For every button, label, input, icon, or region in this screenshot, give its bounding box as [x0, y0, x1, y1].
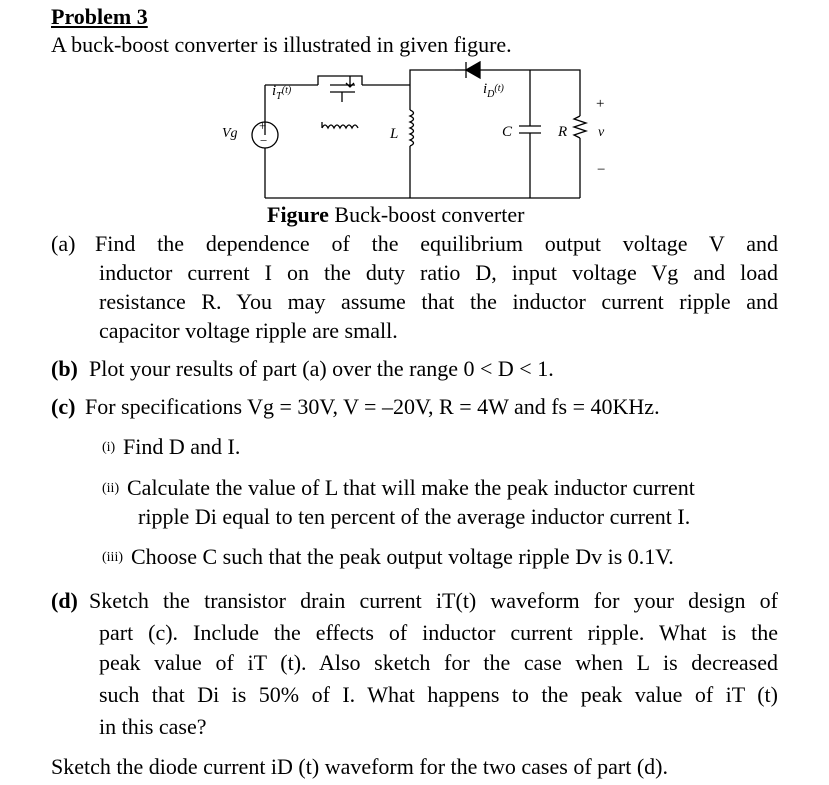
capacitor-label: C	[502, 124, 513, 140]
id-label: $i_D^{(t)}$	[483, 81, 504, 100]
figure-caption: Figure Buck-boost converter	[267, 202, 525, 227]
part-c-ii-number: (ii)	[102, 481, 120, 496]
part-b-text: Plot your results of part (a) over the range 0 < D < 1.	[89, 356, 554, 381]
vg-plus-label: +	[259, 118, 267, 133]
part-b-label: (b)	[51, 356, 78, 381]
part-d-line5: in this case?	[99, 714, 207, 739]
part-a-line4: capacitor voltage ripple are small.	[99, 318, 398, 343]
part-a-label: (a)	[51, 231, 76, 256]
part-c-label: (c)	[51, 394, 76, 419]
part-c-ii-line1: Calculate the value of L that will make the peak inductor current	[127, 475, 695, 500]
resistor-label: R	[558, 124, 568, 140]
output-v-label: v	[598, 125, 605, 140]
it-label: $i_T^{(t)}$	[272, 83, 292, 102]
part-c-i-number: (i)	[102, 440, 116, 455]
part-c-ii-line2: ripple Di equal to ten percent of the average inductor current I.	[138, 504, 691, 529]
transistor-switch	[318, 76, 410, 102]
capacitor	[519, 70, 541, 198]
inductor-label: L	[390, 126, 399, 142]
vg-minus-label: −	[260, 133, 268, 148]
inductor	[410, 85, 414, 198]
final-question: Sketch the diode current iD (t) waveform for the two cases of part (d).	[51, 754, 668, 779]
problem-intro: A buck-boost converter is illustrated in given figure.	[51, 32, 512, 57]
part-d-line4: such that Di is 50% of I. What happens to the peak value of iT (t)	[99, 682, 778, 707]
part-c-text: For specifications Vg = 30V, V = –20V, R = 4W and fs = 40KHz.	[85, 394, 660, 419]
output-plus-label: +	[596, 96, 605, 112]
part-d-line2: part (c). Include the effects of inductor current ripple. What is the	[99, 620, 778, 645]
part-a-line3: resistance R. You may assume that the inductor current ripple and	[99, 289, 778, 314]
buck-boost-circuit-diagram	[215, 58, 615, 203]
wire-top-right	[530, 70, 580, 90]
output-minus-label: −	[597, 162, 606, 178]
gate-drive-squiggle	[322, 125, 358, 128]
part-d-line3: peak value of iT (t). Also sketch for the case when L is decreased	[99, 650, 778, 675]
resistor	[574, 90, 586, 198]
part-c-i-text: Find D and I.	[123, 434, 241, 459]
part-a-line1: Find the dependence of the equilibrium output voltage V and	[95, 231, 778, 256]
part-d-line1: Sketch the transistor drain current iT(t) waveform for your design of	[89, 588, 778, 613]
vg-label: Vg	[222, 126, 238, 141]
part-d-label: (d)	[51, 588, 78, 613]
part-c-iii-number: (iii)	[102, 550, 123, 565]
part-c-iii-text: Choose C such that the peak output voltage ripple Dv is 0.1V.	[131, 544, 674, 569]
part-a-line2: inductor current I on the duty ratio D, input voltage Vg and load	[99, 260, 778, 285]
problem-title: Problem 3	[51, 4, 148, 29]
wire-top-middle	[410, 70, 455, 85]
diode	[455, 62, 530, 78]
